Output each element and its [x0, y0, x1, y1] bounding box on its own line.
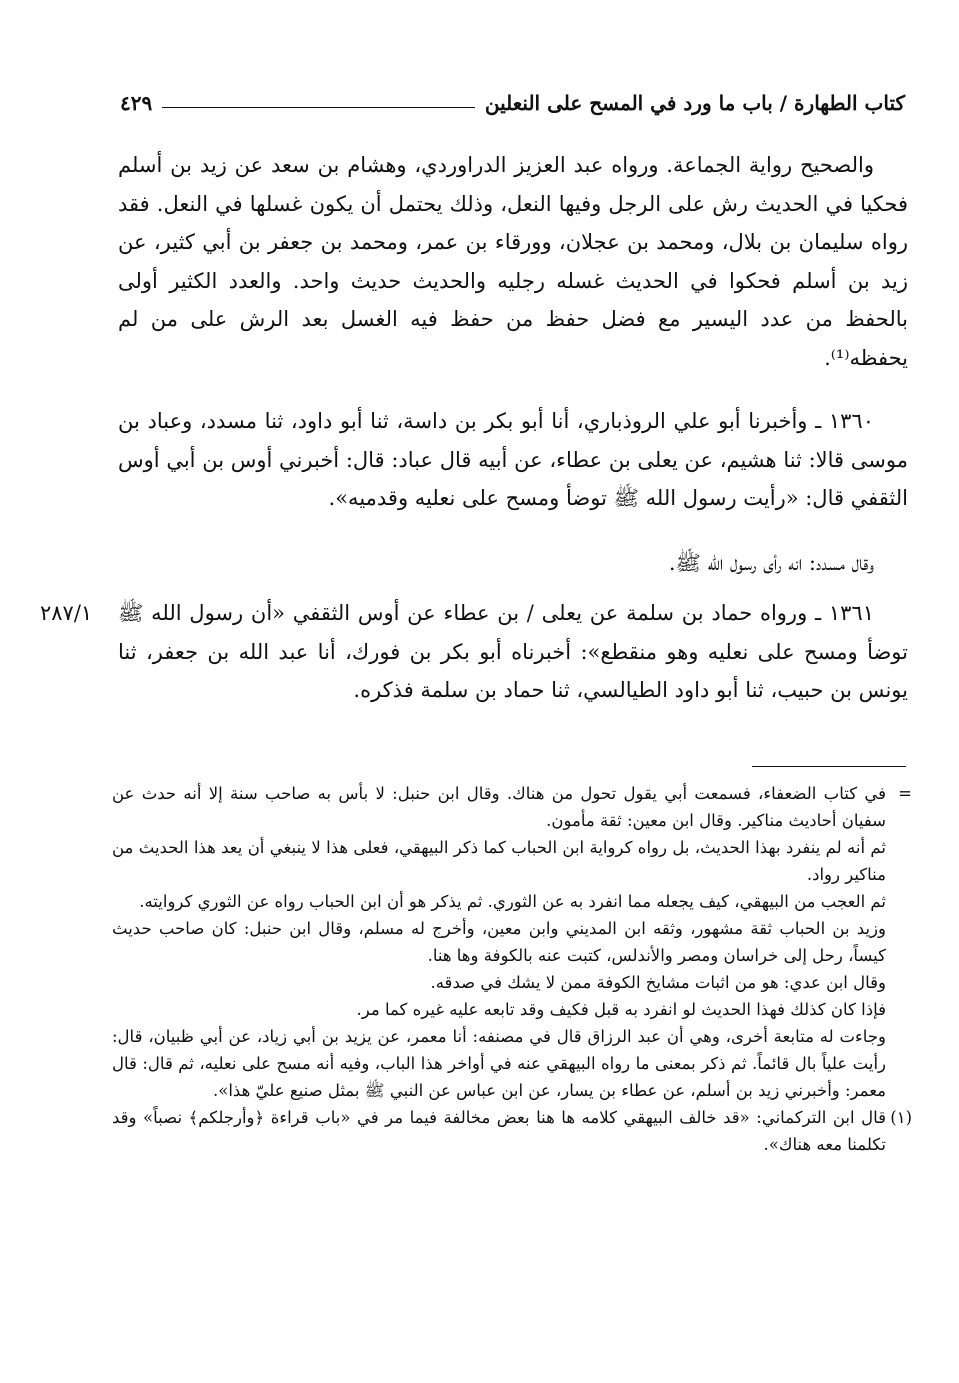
- hadith-1361: [118, 594, 908, 710]
- footnote-paragraph: [112, 996, 912, 1023]
- footnotes-section: [112, 780, 912, 1158]
- margin-volume-page-reference: ٢٨٧/١: [40, 601, 93, 625]
- footnote-continuation: [112, 780, 912, 834]
- continuation-marker: =: [898, 784, 912, 803]
- paragraph-text: ١٣٦٠ ـ وأخبرنا أبو علي الروذباري، أنا أبو بكر بن داسة، ثنا أبو داود، ثنا مسدد، وعباد بن موسى قالا: ثنا هشيم، عن يعلى بن عطاء، عن أبيه قال عباد: قال: أخبرني أوس بن أبي أوس الثقفي قال: «رأيت رسول الله ﷺ توضأ ومسح على نعليه وقدميه».: [118, 409, 908, 510]
- running-title: كتاب الطهارة / باب ما ورد في المسح على النعلين: [484, 91, 905, 115]
- main-paragraph-1: [118, 146, 908, 377]
- page-header: [120, 86, 905, 120]
- footnote-1-marker: (١): [890, 1108, 912, 1127]
- footnote-paragraph: [112, 888, 912, 915]
- footnote-line: ثم أنه لم ينفرد بهذا الحديث، بل رواه كرواية ابن الحباب كما ذكر البيهقي، فعلى هذا لا ينبغي أن يعد هذا الحديث من مناكير رواد.: [112, 838, 886, 884]
- paragraph-text: ١٣٦١ ـ ورواه حماد بن سلمة عن يعلى / بن عطاء عن أوس الثقفي «أن رسول الله ﷺ توضأ ومسح على نعليه وهو منقطع»: أخبرناه أبو بكر بن فورك، أنا عبد الله بن جعفر، ثنا يونس بن حبيب، ثنا أبو داود الطيالسي، ثنا حماد بن سلمة فذكره.: [118, 601, 908, 702]
- footnote-1: [112, 1104, 912, 1158]
- footnote-line: وقال ابن عدي: هو من اثبات مشايخ الكوفة ممن لا يشك في صدقه.: [430, 973, 886, 992]
- footnote-paragraph: [112, 969, 912, 996]
- footnote-paragraph: [112, 834, 912, 888]
- footnote-line: في كتاب الضعفاء، فسمعت أبي يقول تحول من هناك. وقال ابن حنبل: لا بأس به صاحب سنة إلا أنه حدث عن سفيان أحاديث مناكير. وقال ابن معين: ثقة مأمون.: [112, 784, 886, 830]
- header-rule: [162, 107, 475, 108]
- paragraph-text: وقال مسدد: انه رأى رسول الله ﷺ.: [668, 551, 874, 575]
- hadith-1360: [118, 402, 908, 518]
- footnote-1-text: قال ابن التركماني: «قد خالف البيهقي كلامه ها هنا بعض مخالفة فيما مر في «باب قراءة ﴿وأرجلكم﴾ نصباً» وقد تكلمنا معه هناك».: [112, 1108, 886, 1154]
- footnote-line: وجاءت له متابعة أخرى، وهي أن عبد الرزاق قال في مصنفه: أنا معمر، عن يزيد بن أبي زياد، عن أبي ظبيان، قال: رأيت علياً بال قائماً. ثم ذكر بمعنى ما رواه البيهقي عنه في أواخر هذا الباب، وفيه أنه مسح على نعليه، ثم قال: قال معمر: وأخبرني زيد بن أسلم، عن عطاء بن يسار، عن ابن عباس عن النبي ﷺ بمثل صنيع عليّ هذا».: [112, 1027, 886, 1100]
- footnote-line: وزيد بن الحباب ثقة مشهور، وثقه ابن المديني وابن معين، وأخرج له مسلم، وقال ابن حنبل: كان صاحب حديث كيساً، رحل إلى خراسان ومصر والأندلس، كتبت عنه بالكوفة وها هنا.: [112, 919, 886, 965]
- page-number: ٤٢٩: [120, 91, 153, 115]
- musaddad-note: [118, 544, 908, 583]
- footnote-paragraph: [112, 915, 912, 969]
- footnote-line: فإذا كان كذلك فهذا الحديث لو انفرد به قبل فكيف وقد تابعه عليه غيره كما مر.: [356, 1000, 886, 1019]
- paragraph-text: والصحيح رواية الجماعة. ورواه عبد العزيز الدراوردي، وهشام بن سعد عن زيد بن أسلم فحكيا في الحديث رش على الرجل وفيها النعل، وذلك يحتمل أن يكون غسلها في النعل. فقد رواه سليمان بن بلال، ومحمد بن عجلان، وورقاء بن عمر، ومحمد بن جعفر بن أبي كثير، عن زيد بن أسلم فحكوا في الحديث غسله رجليه والحديث حديث واحد. والعدد الكثير أولى بالحفظ من عدد اليسير مع فضل حفظ من حفظ فيه الغسل بعد الرش على من لم يحفظه⁽¹⁾.: [118, 153, 908, 370]
- footnote-separator: [752, 766, 906, 767]
- footnote-line: ثم العجب من البيهقي، كيف يجعله مما انفرد به عن الثوري. ثم يذكر هو أن ابن الحباب رواه عن الثوري كروايته.: [139, 892, 886, 911]
- footnote-paragraph: [112, 1023, 912, 1104]
